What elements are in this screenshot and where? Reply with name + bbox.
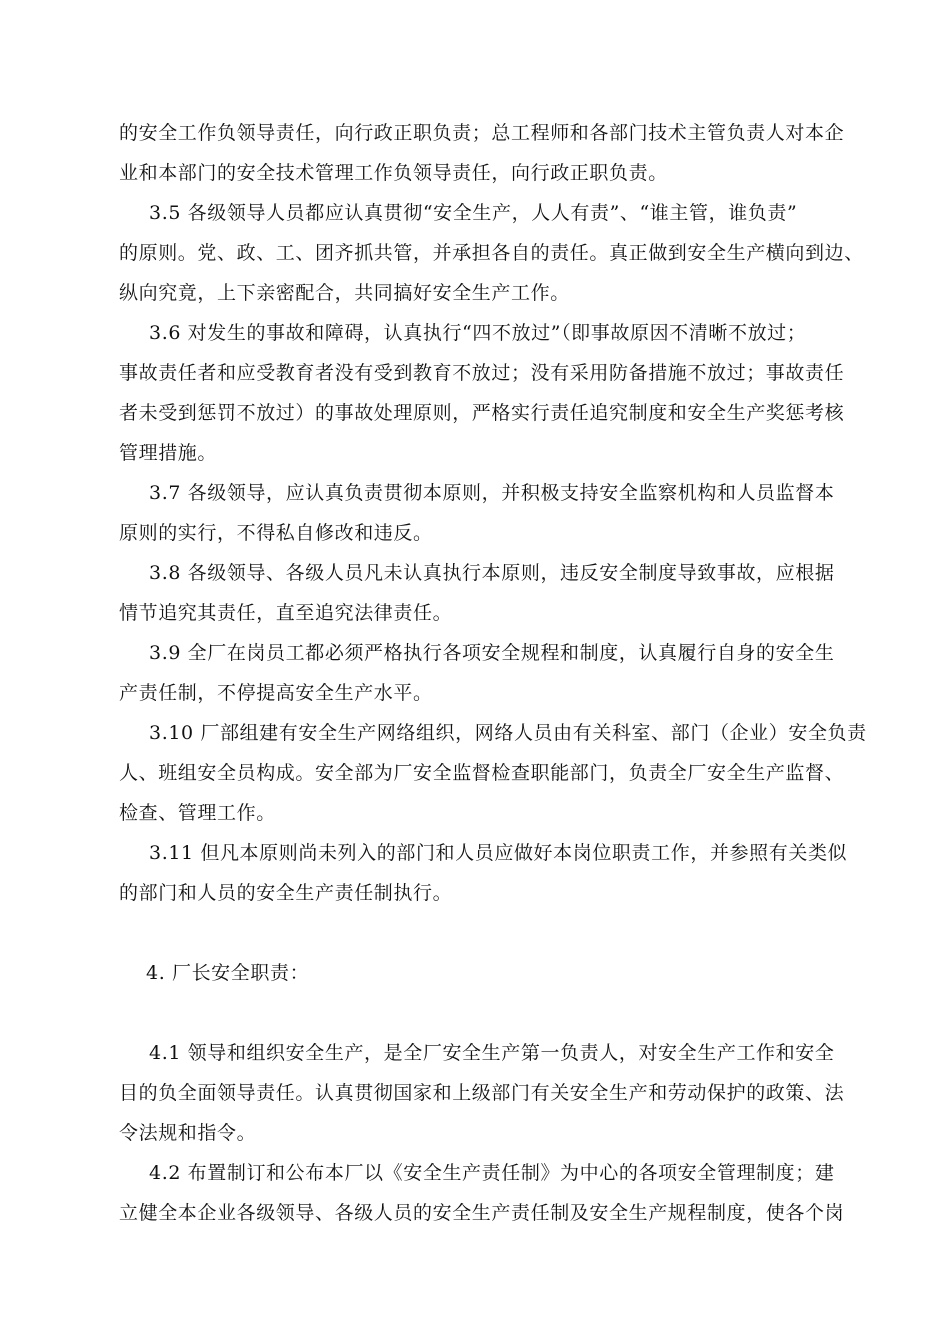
paragraph-3-9: 3.9 全厂在岗员工都必须严格执行各项安全规程和制度，认真履行自身的安全生 <box>149 642 835 664</box>
text-line: 产责任制，不停提高安全生产水平。 <box>119 682 433 704</box>
paragraph-4-2: 4.2 布置制订和公布本厂以《安全生产责任制》为中心的各项安全管理制度；建 <box>149 1162 835 1184</box>
text-line: 事故责任者和应受教育者没有受到教育不放过；没有采用防备措施不放过；事故责任 <box>119 362 845 384</box>
paragraph-3-5: 3.5 各级领导人员都应认真贯彻“安全生产，人人有责”、“谁主管，谁负责” <box>149 202 798 224</box>
text-line: 情节追究其责任，直至追究法律责任。 <box>119 602 453 624</box>
paragraph-4-1: 4.1 领导和组织安全生产，是全厂安全生产第一负责人，对安全生产工作和安全 <box>149 1042 835 1064</box>
paragraph-3-11: 3.11 但凡本原则尚未列入的部门和人员应做好本岗位职责工作，并参照有关类似 <box>149 842 848 864</box>
text-line: 管理措施。 <box>119 442 218 464</box>
text-line: 业和本部门的安全技术管理工作负领导责任，向行政正职负责。 <box>119 162 668 184</box>
text-line: 检查、管理工作。 <box>119 802 276 824</box>
text-line: 原则的实行，不得私自修改和违反。 <box>119 522 433 544</box>
text-line: 的原则。党、政、工、团齐抓共管，并承担各自的责任。真正做到安全生产横向到边、 <box>119 242 864 264</box>
text-line: 令法规和指令。 <box>119 1122 257 1144</box>
text-line: 人、班组安全员构成。安全部为厂安全监督检查职能部门，负责全厂安全生产监督、 <box>119 762 845 784</box>
paragraph-3-7: 3.7 各级领导，应认真负责贯彻本原则，并积极支持安全监察机构和人员监督本 <box>149 482 835 504</box>
text-line: 目的负全面领导责任。认真贯彻国家和上级部门有关安全生产和劳动保护的政策、法 <box>119 1082 845 1104</box>
paragraph-3-8: 3.8 各级领导、各级人员凡未认真执行本原则，违反安全制度导致事故，应根据 <box>149 562 835 584</box>
paragraph-3-6: 3.6 对发生的事故和障碍，认真执行“四不放过”（即事故原因不清晰不放过； <box>149 322 807 344</box>
text-line: 的安全工作负领导责任，向行政正职负责；总工程师和各部门技术主管负责人对本企 <box>119 122 845 144</box>
section-heading-4: 4. 厂长安全职责： <box>146 962 310 984</box>
text-line: 纵向究竟，上下亲密配合，共同搞好安全生产工作。 <box>119 282 570 304</box>
text-line: 的部门和人员的安全生产责任制执行。 <box>119 882 453 904</box>
text-line: 立健全本企业各级领导、各级人员的安全生产责任制及安全生产规程制度，使各个岗 <box>119 1202 845 1224</box>
paragraph-3-10: 3.10 厂部组建有安全生产网络组织，网络人员由有关科室、部门（企业）安全负责 <box>149 722 867 744</box>
text-line: 者未受到惩罚不放过）的事故处理原则，严格实行责任追究制度和安全生产奖惩考核 <box>119 402 845 424</box>
